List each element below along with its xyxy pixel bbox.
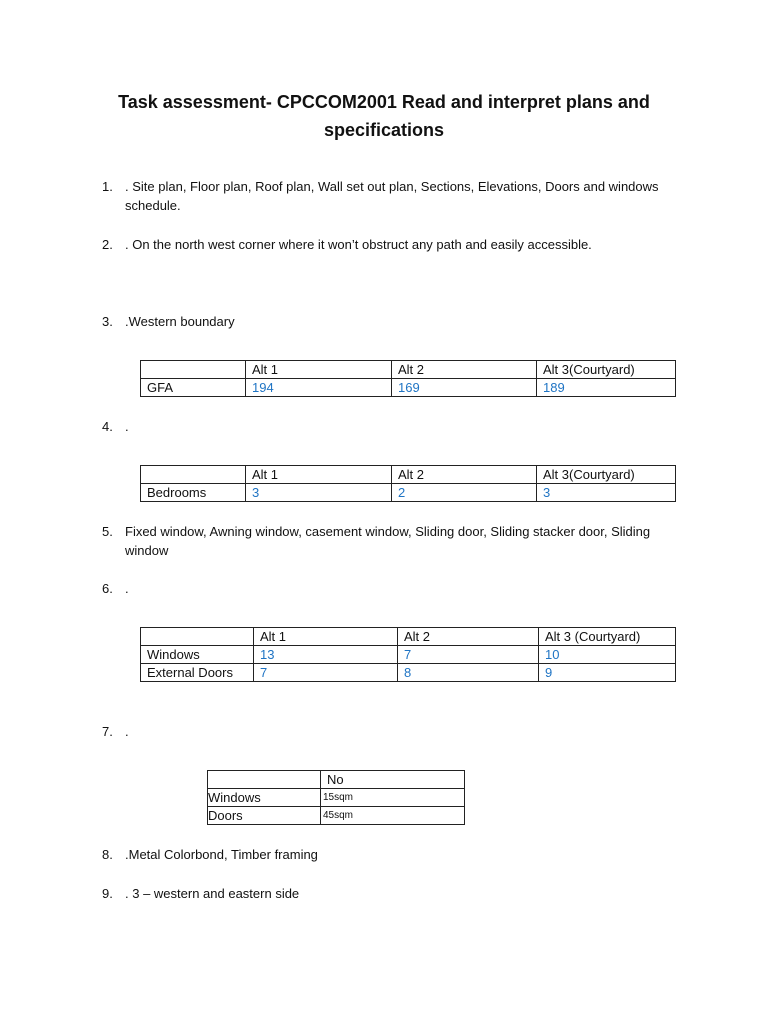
- header-cell: [141, 466, 246, 484]
- value-cell: 8: [398, 664, 539, 682]
- list-item: [102, 522, 662, 560]
- row-label: GFA: [141, 379, 246, 397]
- header-cell: [208, 771, 321, 789]
- item-text: .: [125, 581, 129, 596]
- value-cell: 9: [539, 664, 676, 682]
- header-cell: Alt 1: [254, 628, 398, 646]
- header-cell: Alt 3(Courtyard): [537, 361, 676, 379]
- value-cell: 2: [392, 484, 537, 502]
- header-cell: Alt 2: [392, 361, 537, 379]
- item-number: 2.: [102, 237, 113, 252]
- table-row: [208, 807, 465, 825]
- value-cell: 13: [254, 646, 398, 664]
- list-item: [102, 417, 662, 436]
- value-cell: 15sqm: [321, 789, 465, 807]
- row-label: External Doors: [141, 664, 254, 682]
- item-number: 9.: [102, 886, 113, 901]
- list-item: [102, 722, 662, 741]
- item-number: 8.: [102, 847, 113, 862]
- header-cell: Alt 3 (Courtyard): [539, 628, 676, 646]
- item-number: 1.: [102, 179, 113, 194]
- list-item: [102, 312, 662, 331]
- table-header-row: [141, 361, 676, 379]
- value-cell: 3: [246, 484, 392, 502]
- area-table: [207, 770, 465, 825]
- table-header-row: [141, 628, 676, 646]
- list-item: [102, 884, 662, 903]
- list-item: [102, 235, 662, 254]
- table-header-row: [208, 771, 465, 789]
- table-header-row: [141, 466, 676, 484]
- header-cell: [141, 361, 246, 379]
- value-cell: 3: [537, 484, 676, 502]
- openings-table: [140, 627, 676, 682]
- item-text: . 3 – western and eastern side: [125, 886, 300, 901]
- item-number: 7.: [102, 724, 113, 739]
- value-cell: 7: [398, 646, 539, 664]
- header-cell: Alt 3(Courtyard): [537, 466, 676, 484]
- item-text: .: [125, 724, 129, 739]
- list-item: [102, 177, 662, 215]
- item-number: 6.: [102, 581, 113, 596]
- row-label: Bedrooms: [141, 484, 246, 502]
- value-cell: 189: [537, 379, 676, 397]
- table-row: [141, 664, 676, 682]
- header-cell: [141, 628, 254, 646]
- item-text: .Metal Colorbond, Timber framing: [125, 847, 318, 862]
- item-number: 4.: [102, 419, 113, 434]
- row-label: Windows: [208, 789, 321, 807]
- page-title: Task assessment- CPCCOM2001 Read and interpret plans and specifications: [118, 92, 650, 140]
- header-cell: Alt 1: [246, 361, 392, 379]
- item-text: . Site plan, Floor plan, Roof plan, Wall set out plan, Sections, Elevations, Doors and windows schedule.: [125, 179, 659, 213]
- bedrooms-table: [140, 465, 676, 502]
- item-number: 5.: [102, 524, 113, 539]
- item-number: 3.: [102, 314, 113, 329]
- table-row: [141, 484, 676, 502]
- header-cell: Alt 2: [398, 628, 539, 646]
- row-label: Doors: [208, 807, 321, 825]
- item-text: Fixed window, Awning window, casement window, Sliding door, Sliding stacker door, Sliding window: [125, 524, 651, 558]
- gfa-table: [140, 360, 676, 397]
- table-row: [141, 379, 676, 397]
- value-cell: 169: [392, 379, 537, 397]
- value-cell: 45sqm: [321, 807, 465, 825]
- header-cell: No: [321, 771, 465, 789]
- value-cell: 7: [254, 664, 398, 682]
- item-text: . On the north west corner where it won’t obstruct any path and easily accessible.: [125, 237, 592, 252]
- item-text: .: [125, 419, 129, 434]
- header-cell: Alt 2: [392, 466, 537, 484]
- item-text: .Western boundary: [125, 314, 235, 329]
- header-cell: Alt 1: [246, 466, 392, 484]
- table-row: [208, 789, 465, 807]
- list-item: [102, 579, 662, 598]
- row-label: Windows: [141, 646, 254, 664]
- list-item: [102, 845, 662, 864]
- table-row: [141, 646, 676, 664]
- value-cell: 194: [246, 379, 392, 397]
- value-cell: 10: [539, 646, 676, 664]
